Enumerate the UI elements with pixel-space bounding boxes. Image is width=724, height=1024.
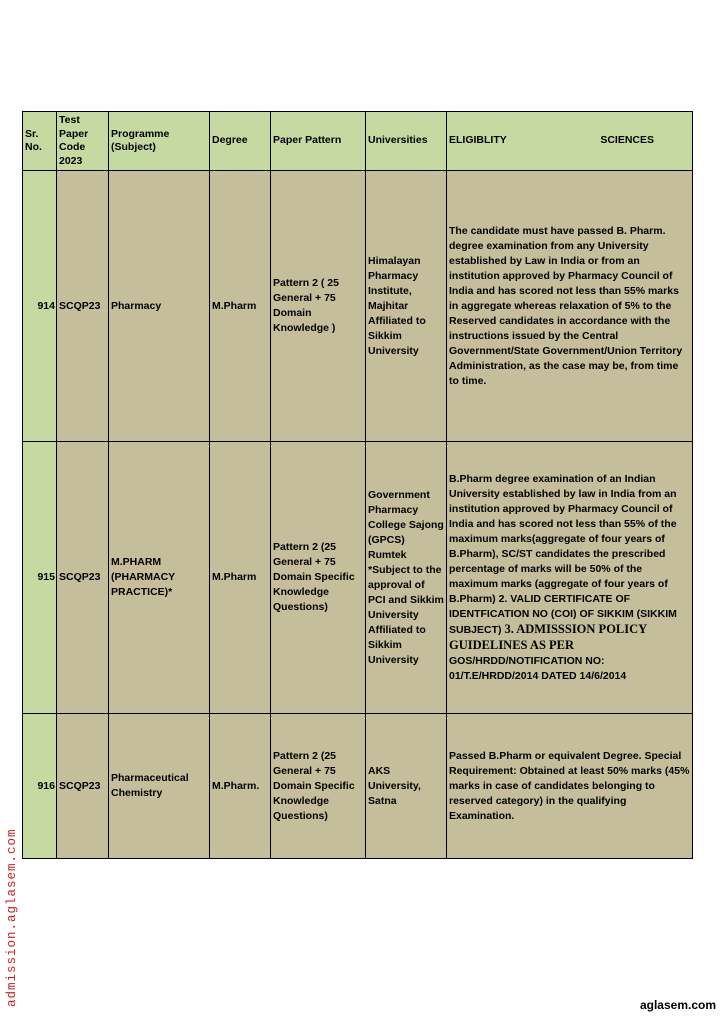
eligibility-notification-text: GOS/HRDD/NOTIFICATION NO: 01/T.E/HRDD/2014 DATED 14/6/2014 — [449, 654, 627, 682]
cell-test-paper-code: SCQP23 — [57, 714, 109, 859]
cell-degree: M.Pharm — [210, 442, 271, 714]
table-row — [23, 171, 693, 442]
header-programme: Programme (Subject) — [109, 112, 210, 171]
eligibility-table — [22, 111, 693, 859]
cell-programme: Pharmacy — [109, 171, 210, 442]
cell-sr-no: 916 — [23, 714, 57, 859]
cell-test-paper-code: SCQP23 — [57, 442, 109, 714]
header-stream-label: SCIENCES — [600, 134, 654, 147]
cell-test-paper-code: SCQP23 — [57, 171, 109, 442]
watermark-text: admission.aglasem.com — [5, 828, 19, 1007]
cell-sr-no: 914 — [23, 171, 57, 442]
cell-degree: M.Pharm — [210, 171, 271, 442]
cell-eligibility: The candidate must have passed B. Pharm. degree examination from any University established by Law in India or from an institution approved by Pharmacy Council of India and has scored not less than 55% marks in aggregate whereas relaxation of 5% to the Reserved candidates in accordance with the instructions issued by the Central Government/State Government/Union Territory Administration, as the case may be, from time to time. — [447, 171, 693, 442]
header-universities: Universities — [366, 112, 447, 171]
table-header-row — [23, 112, 693, 171]
header-paper-pattern: Paper Pattern — [271, 112, 366, 171]
cell-paper-pattern: Pattern 2 ( 25 General + 75 Domain Knowledge ) — [271, 171, 366, 442]
header-eligibility-label: ELIGIBLITY — [449, 134, 507, 147]
brand-footer: aglasem.com — [639, 998, 716, 1012]
header-degree: Degree — [210, 112, 271, 171]
cell-eligibility: Passed B.Pharm or equivalent Degree. Special Requirement: Obtained at least 50% marks (45% marks in case of candidates belonging to reserved category) in the qualifying Examination. — [447, 714, 693, 859]
cell-university: Government Pharmacy College Sajong (GPCS) Rumtek *Subject to the approval of PCI and Sikkim University Affiliated to Sikkim University — [366, 442, 447, 714]
cell-sr-no: 915 — [23, 442, 57, 714]
eligibility-text: B.Pharm degree examination of an Indian University established by law in India from an institution approved by Pharmacy Council of India and has scored not less than 55% of the maximum marks(aggregate of four years of B.Pharm), SC/ST candidates the prescribed percentage of marks will be 50% of the maximum marks (aggregate of four years of B.Pharm) 2. VALID CERTIFICATE OF IDENTFICATION NO (COI) OF SIKKIM (SIKKIM SUBJECT) — [449, 472, 677, 636]
table-row — [23, 714, 693, 859]
cell-programme: M.PHARM (PHARMACY PRACTICE)* — [109, 442, 210, 714]
cell-degree: M.Pharm. — [210, 714, 271, 859]
cell-eligibility — [447, 442, 693, 714]
eligibility-policy-text: 3. ADMISSSION POLICY GUIDELINES AS PER — [449, 621, 647, 652]
header-test-paper-code: Test Paper Code 2023 — [57, 112, 109, 171]
cell-programme: Pharmaceutical Chemistry — [109, 714, 210, 859]
cell-university: Himalayan Pharmacy Institute, Majhitar Affiliated to Sikkim University — [366, 171, 447, 442]
table-row — [23, 442, 693, 714]
cell-university: AKS University, Satna — [366, 714, 447, 859]
header-sr-no: Sr. No. — [23, 112, 57, 171]
cell-paper-pattern: Pattern 2 (25 General + 75 Domain Specific Knowledge Questions) — [271, 442, 366, 714]
header-eligibility — [447, 112, 693, 171]
cell-paper-pattern: Pattern 2 (25 General + 75 Domain Specific Knowledge Questions) — [271, 714, 366, 859]
